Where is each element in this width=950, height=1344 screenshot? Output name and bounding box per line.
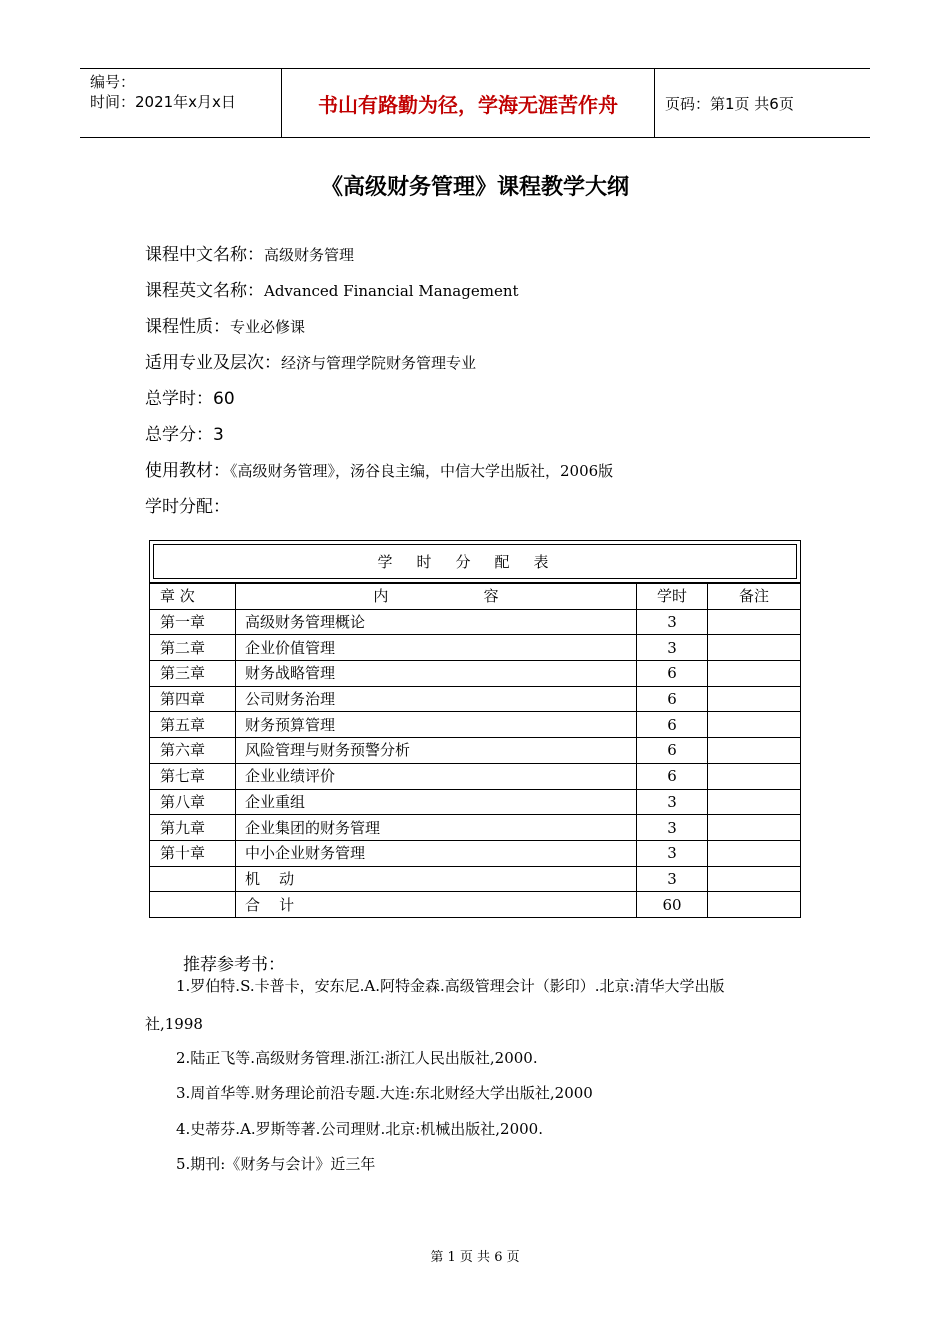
row-content: 风险管理与财务预警分析 (236, 738, 637, 764)
document-header (80, 68, 870, 138)
table-row (150, 892, 801, 918)
time-label: 时间：2021年x月x日 (90, 93, 236, 111)
info-line-major (145, 348, 476, 373)
row-chapter: 第五章 (150, 712, 236, 738)
row-hours: 6 (637, 712, 708, 738)
row-hours: 3 (637, 609, 708, 635)
info-value: 60 (213, 389, 235, 409)
reference-item: 2.陆正飞等.高级财务管理.浙江:浙江人民出版社,2000. (176, 1049, 538, 1067)
info-value: 经济与管理学院财务管理专业 (281, 354, 477, 372)
allocation-grid (149, 583, 801, 918)
row-hours: 3 (637, 815, 708, 841)
row-content: 企业重组 (236, 789, 637, 815)
info-line-hour-allocation (145, 492, 230, 517)
row-content: 高级财务管理概论 (236, 609, 637, 635)
header-note: 备注 (708, 584, 801, 610)
row-note (708, 815, 801, 841)
table-row (150, 712, 801, 738)
row-hours: 3 (637, 866, 708, 892)
page-title: 《高级财务管理》课程教学大纲 (320, 175, 629, 200)
row-content: 企业价值管理 (236, 635, 637, 661)
row-note (708, 609, 801, 635)
row-chapter: 第十章 (150, 840, 236, 866)
row-chapter (150, 892, 236, 918)
info-value: 3 (213, 425, 224, 445)
header-page-info: 页码：第1页 共6页 (665, 95, 794, 113)
row-hours: 3 (637, 635, 708, 661)
row-content: 财务战略管理 (236, 661, 637, 687)
table-row (150, 763, 801, 789)
table-caption-box (149, 540, 801, 583)
row-hours: 3 (637, 840, 708, 866)
row-hours: 3 (637, 789, 708, 815)
row-note (708, 635, 801, 661)
header-meta-cell (80, 69, 282, 137)
reference-item: 1.罗伯特.S.卡普卡，安东尼.A.阿特金森.高级管理会计（影印）.北京:清华大学出版 (176, 977, 725, 995)
row-content: 机 动 (236, 866, 637, 892)
row-note (708, 789, 801, 815)
info-key: 总学时： (145, 389, 213, 409)
row-hours: 6 (637, 763, 708, 789)
row-note (708, 892, 801, 918)
row-content: 合 计 (236, 892, 637, 918)
table-header-row (150, 584, 801, 610)
info-key: 课程性质： (145, 317, 230, 337)
row-chapter: 第八章 (150, 789, 236, 815)
table-row (150, 609, 801, 635)
references-title: 推荐参考书： (183, 955, 285, 975)
row-hours: 6 (637, 738, 708, 764)
row-note (708, 866, 801, 892)
row-note (708, 840, 801, 866)
info-value: 高级财务管理 (264, 246, 355, 264)
row-chapter: 第四章 (150, 686, 236, 712)
info-line-nature (145, 312, 305, 337)
row-note (708, 712, 801, 738)
info-line-chinese-name (145, 240, 354, 265)
reference-item: 4.史蒂芬.A.罗斯等著.公司理财.北京:机械出版社,2000. (176, 1120, 543, 1138)
table-row (150, 866, 801, 892)
info-value: 专业必修课 (230, 318, 306, 336)
table-row (150, 840, 801, 866)
row-note (708, 738, 801, 764)
reference-item: 社,1998 (145, 1015, 203, 1033)
table-row (150, 661, 801, 687)
reference-item: 5.期刊:《财务与会计》近三年 (176, 1155, 376, 1173)
row-content: 中小企业财务管理 (236, 840, 637, 866)
info-line-english-name (145, 276, 519, 301)
info-key: 适用专业及层次： (145, 353, 281, 373)
header-chapter: 章 次 (150, 584, 236, 610)
row-chapter (150, 866, 236, 892)
row-chapter: 第六章 (150, 738, 236, 764)
header-motto: 书山有路勤为径，学海无涯苦作舟 (282, 69, 655, 137)
info-line-credits (145, 420, 224, 445)
row-hours: 60 (637, 892, 708, 918)
row-note (708, 661, 801, 687)
table-row (150, 738, 801, 764)
row-chapter: 第九章 (150, 815, 236, 841)
table-caption: 学时分配表 (153, 544, 797, 579)
row-note (708, 686, 801, 712)
row-hours: 6 (637, 686, 708, 712)
table-row (150, 789, 801, 815)
info-key: 课程中文名称： (145, 245, 264, 265)
table-row (150, 635, 801, 661)
number-label: 编号： (90, 73, 136, 91)
row-hours: 6 (637, 661, 708, 687)
info-value: 《高级财务管理》，汤谷良主编，中信大学出版社，2006版 (230, 462, 614, 480)
reference-item: 3.周首华等.财务理论前沿专题.大连:东北财经大学出版社,2000 (176, 1084, 593, 1102)
hour-allocation-table (149, 540, 801, 918)
row-content: 财务预算管理 (236, 712, 637, 738)
info-key: 学时分配： (145, 497, 230, 517)
info-value: Advanced Financial Management (264, 282, 519, 300)
row-chapter: 第三章 (150, 661, 236, 687)
row-content: 企业集团的财务管理 (236, 815, 637, 841)
table-row (150, 686, 801, 712)
row-content: 企业业绩评价 (236, 763, 637, 789)
info-key: 使用教材： (145, 461, 230, 481)
info-line-total-hours (145, 384, 235, 409)
page-footer: 第 1 页 共 6 页 (430, 1250, 520, 1265)
table-row (150, 815, 801, 841)
header-hours: 学时 (637, 584, 708, 610)
row-chapter: 第二章 (150, 635, 236, 661)
row-chapter: 第七章 (150, 763, 236, 789)
info-key: 总学分： (145, 425, 213, 445)
row-content: 公司财务治理 (236, 686, 637, 712)
row-note (708, 763, 801, 789)
info-key: 课程英文名称： (145, 281, 264, 301)
header-content: 内 容 (236, 584, 637, 610)
info-line-textbook (145, 456, 613, 481)
row-chapter: 第一章 (150, 609, 236, 635)
